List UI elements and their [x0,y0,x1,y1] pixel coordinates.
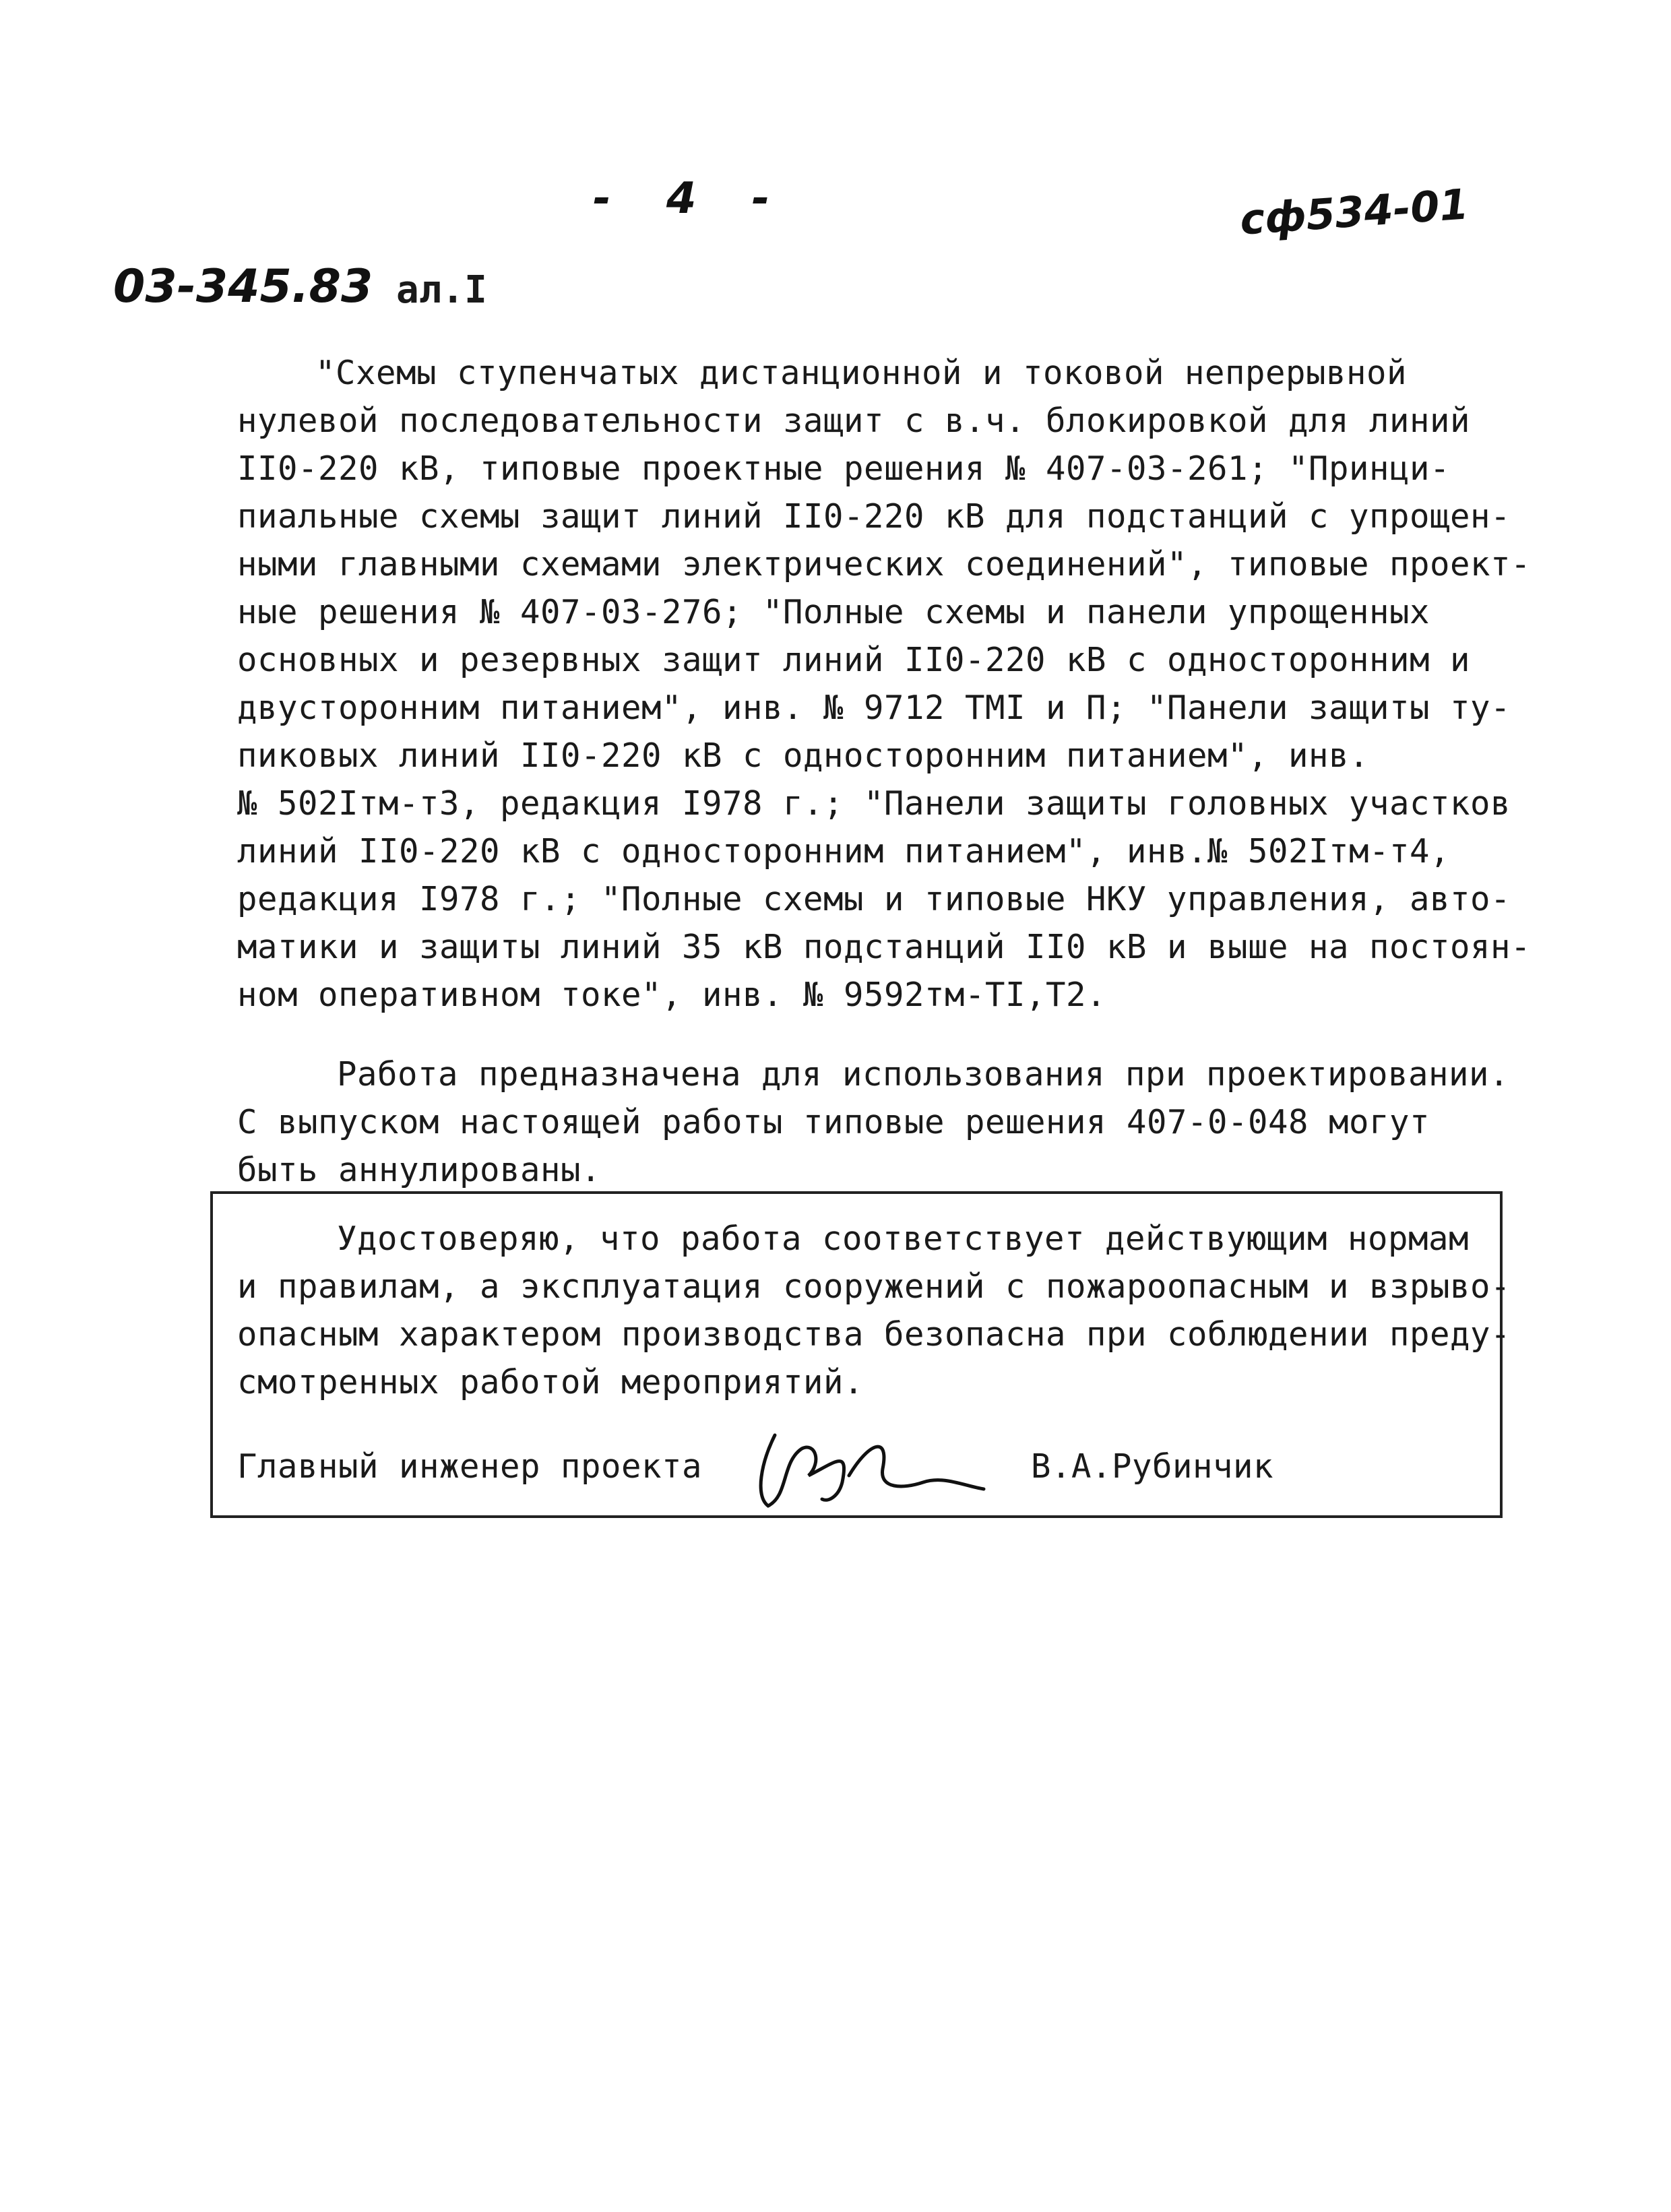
doc-code-left: 03-345.83 [113,260,373,313]
text-line: и правилам, а эксплуатация сооружений с пожароопасным и взрыво- [237,1267,1511,1306]
text-line: II0-220 кВ, типовые проектные решения № 407-03-261; "Принци- [237,449,1451,488]
text-line: ном оперативном токе", инв. № 9592тм-ТI,Т2. [237,976,1107,1014]
text-line: нулевой последовательности защит с в.ч. блокировкой для линий [237,402,1471,440]
text-line: двусторонним питанием", инв. № 9712 ТМI и П; "Панели защиты ту- [237,689,1511,727]
sheet-label: ал.I [396,268,487,312]
text-line: Работа предназначена для использования при проектировании. [337,1055,1510,1094]
signer-title: Главный инженер проекта [237,1447,703,1486]
text-line: Удостоверяю, что работа соответствует действующим нормам [337,1220,1470,1258]
text-line: пиковых линий II0-220 кВ с односторонним питанием", инв. [237,736,1370,775]
text-line: быть аннулированы. [237,1151,602,1189]
doc-code-top: сф534-01 [1238,179,1470,245]
text-line: № 502Iтм-т3, редакция I978 г.; "Панели защиты головных участков [237,784,1511,823]
signer-name: В.А.Рубинчик [1031,1447,1274,1486]
text-line: линий II0-220 кВ с односторонним питанием", инв.№ 502Iтм-т4, [237,832,1451,871]
text-line: С выпуском настоящей работы типовые решения 407-0-048 могут [237,1103,1430,1141]
text-line: матики и защиты линий 35 кВ подстанций II0 кВ и выше на постоян- [237,928,1532,966]
text-line: смотренных работой мероприятий. [237,1363,864,1401]
text-line: пиальные схемы защит линий II0-220 кВ для подстанций с упрощен- [237,497,1511,536]
page-number: - 4 - [593,174,790,224]
text-line: ные решения № 407-03-276; "Полные схемы и панели упрощенных [237,593,1430,631]
text-line: "Схемы ступенчатых дистанционной и токовой непрерывной [315,354,1408,392]
text-line: редакция I978 г.; "Полные схемы и типовые НКУ управления, авто- [237,880,1511,918]
text-line: ными главными схемами электрических соединений", типовые проект- [237,545,1532,583]
text-line: опасным характером производства безопасна при соблюдении преду- [237,1315,1511,1354]
text-line: основных и резервных защит линий II0-220 кВ с односторонним и [237,641,1471,679]
handwritten-signature [748,1422,1004,1516]
